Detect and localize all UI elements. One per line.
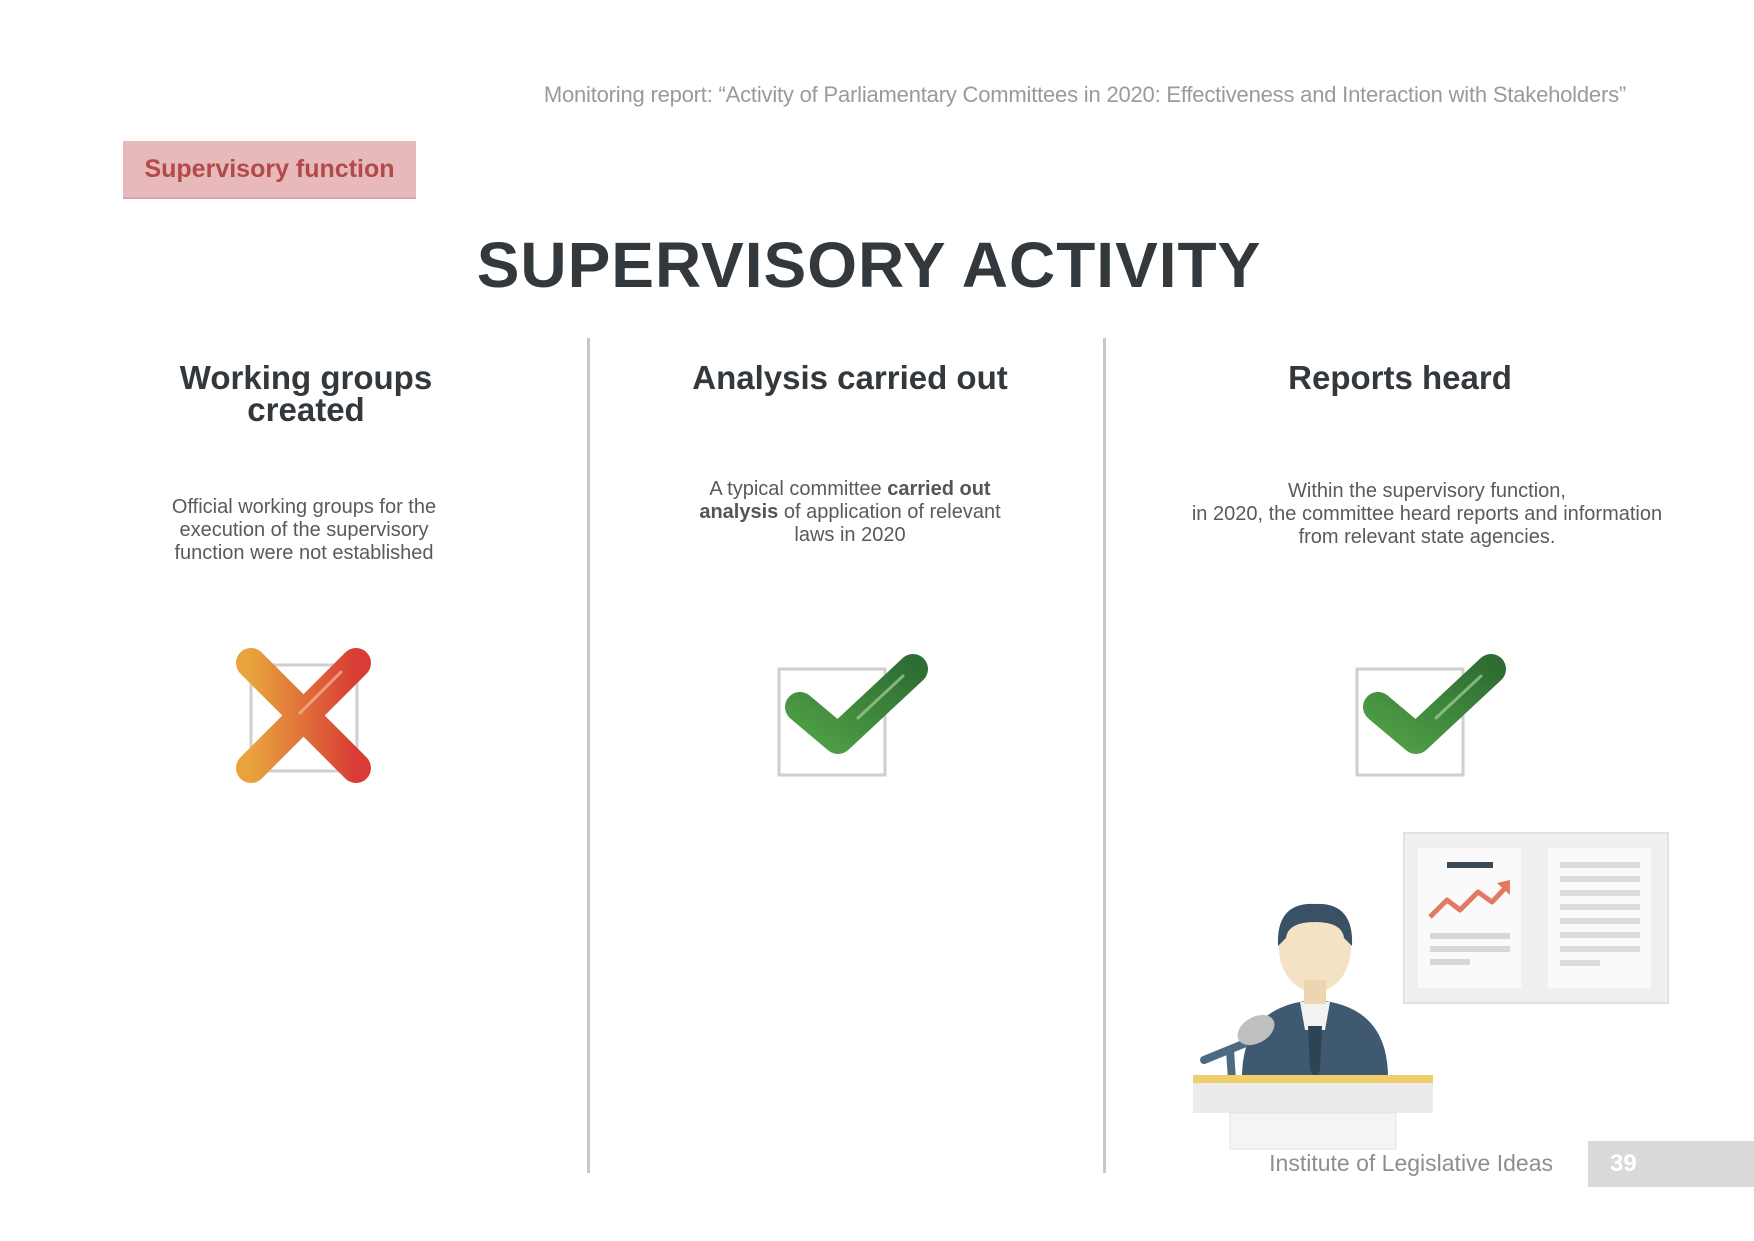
speaker-illustration (1190, 830, 1670, 1150)
page-title: SUPERVISORY ACTIVITY (476, 229, 1262, 301)
checkmark-icon (1353, 652, 1513, 782)
speaker-icon (1204, 904, 1388, 1080)
podium-icon (1193, 1075, 1433, 1149)
reports-text (1170, 480, 1684, 549)
reports-text-line1: Within the supervisory function, (1288, 480, 1566, 502)
column-divider-2 (1103, 338, 1106, 1173)
report-title: Monitoring report: “Activity of Parliamentary Committees in 2020: Effectiveness and Interaction with Stakeholders” (543, 82, 1626, 107)
column-divider-1 (587, 338, 590, 1173)
analysis-text-part1: A typical committee (709, 478, 888, 500)
working-groups-text: Official working groups for the execution of the supervisory function were not established (171, 496, 437, 564)
footer-institute: Institute of Legislative Ideas (1269, 1150, 1553, 1176)
checkmark-icon (775, 652, 935, 782)
presentation-board-icon (1404, 833, 1668, 1003)
reports-text-line3: from relevant state agencies. (1298, 526, 1556, 548)
working-groups-heading: Working groups created (179, 359, 433, 428)
analysis-text (680, 478, 1020, 547)
cross-icon (226, 643, 386, 798)
analysis-text-bold: carried out analysis (699, 478, 991, 523)
reports-heading: Reports heard (1288, 359, 1512, 396)
analysis-heading: Analysis carried out (692, 359, 1008, 396)
analysis-text-part2: of application of relevant laws in 2020 (778, 501, 1001, 546)
section-tag: Supervisory function (123, 141, 416, 199)
page-number: 39 (1588, 1141, 1754, 1187)
reports-text-line2: in 2020, the committee heard reports and information (1191, 503, 1663, 525)
